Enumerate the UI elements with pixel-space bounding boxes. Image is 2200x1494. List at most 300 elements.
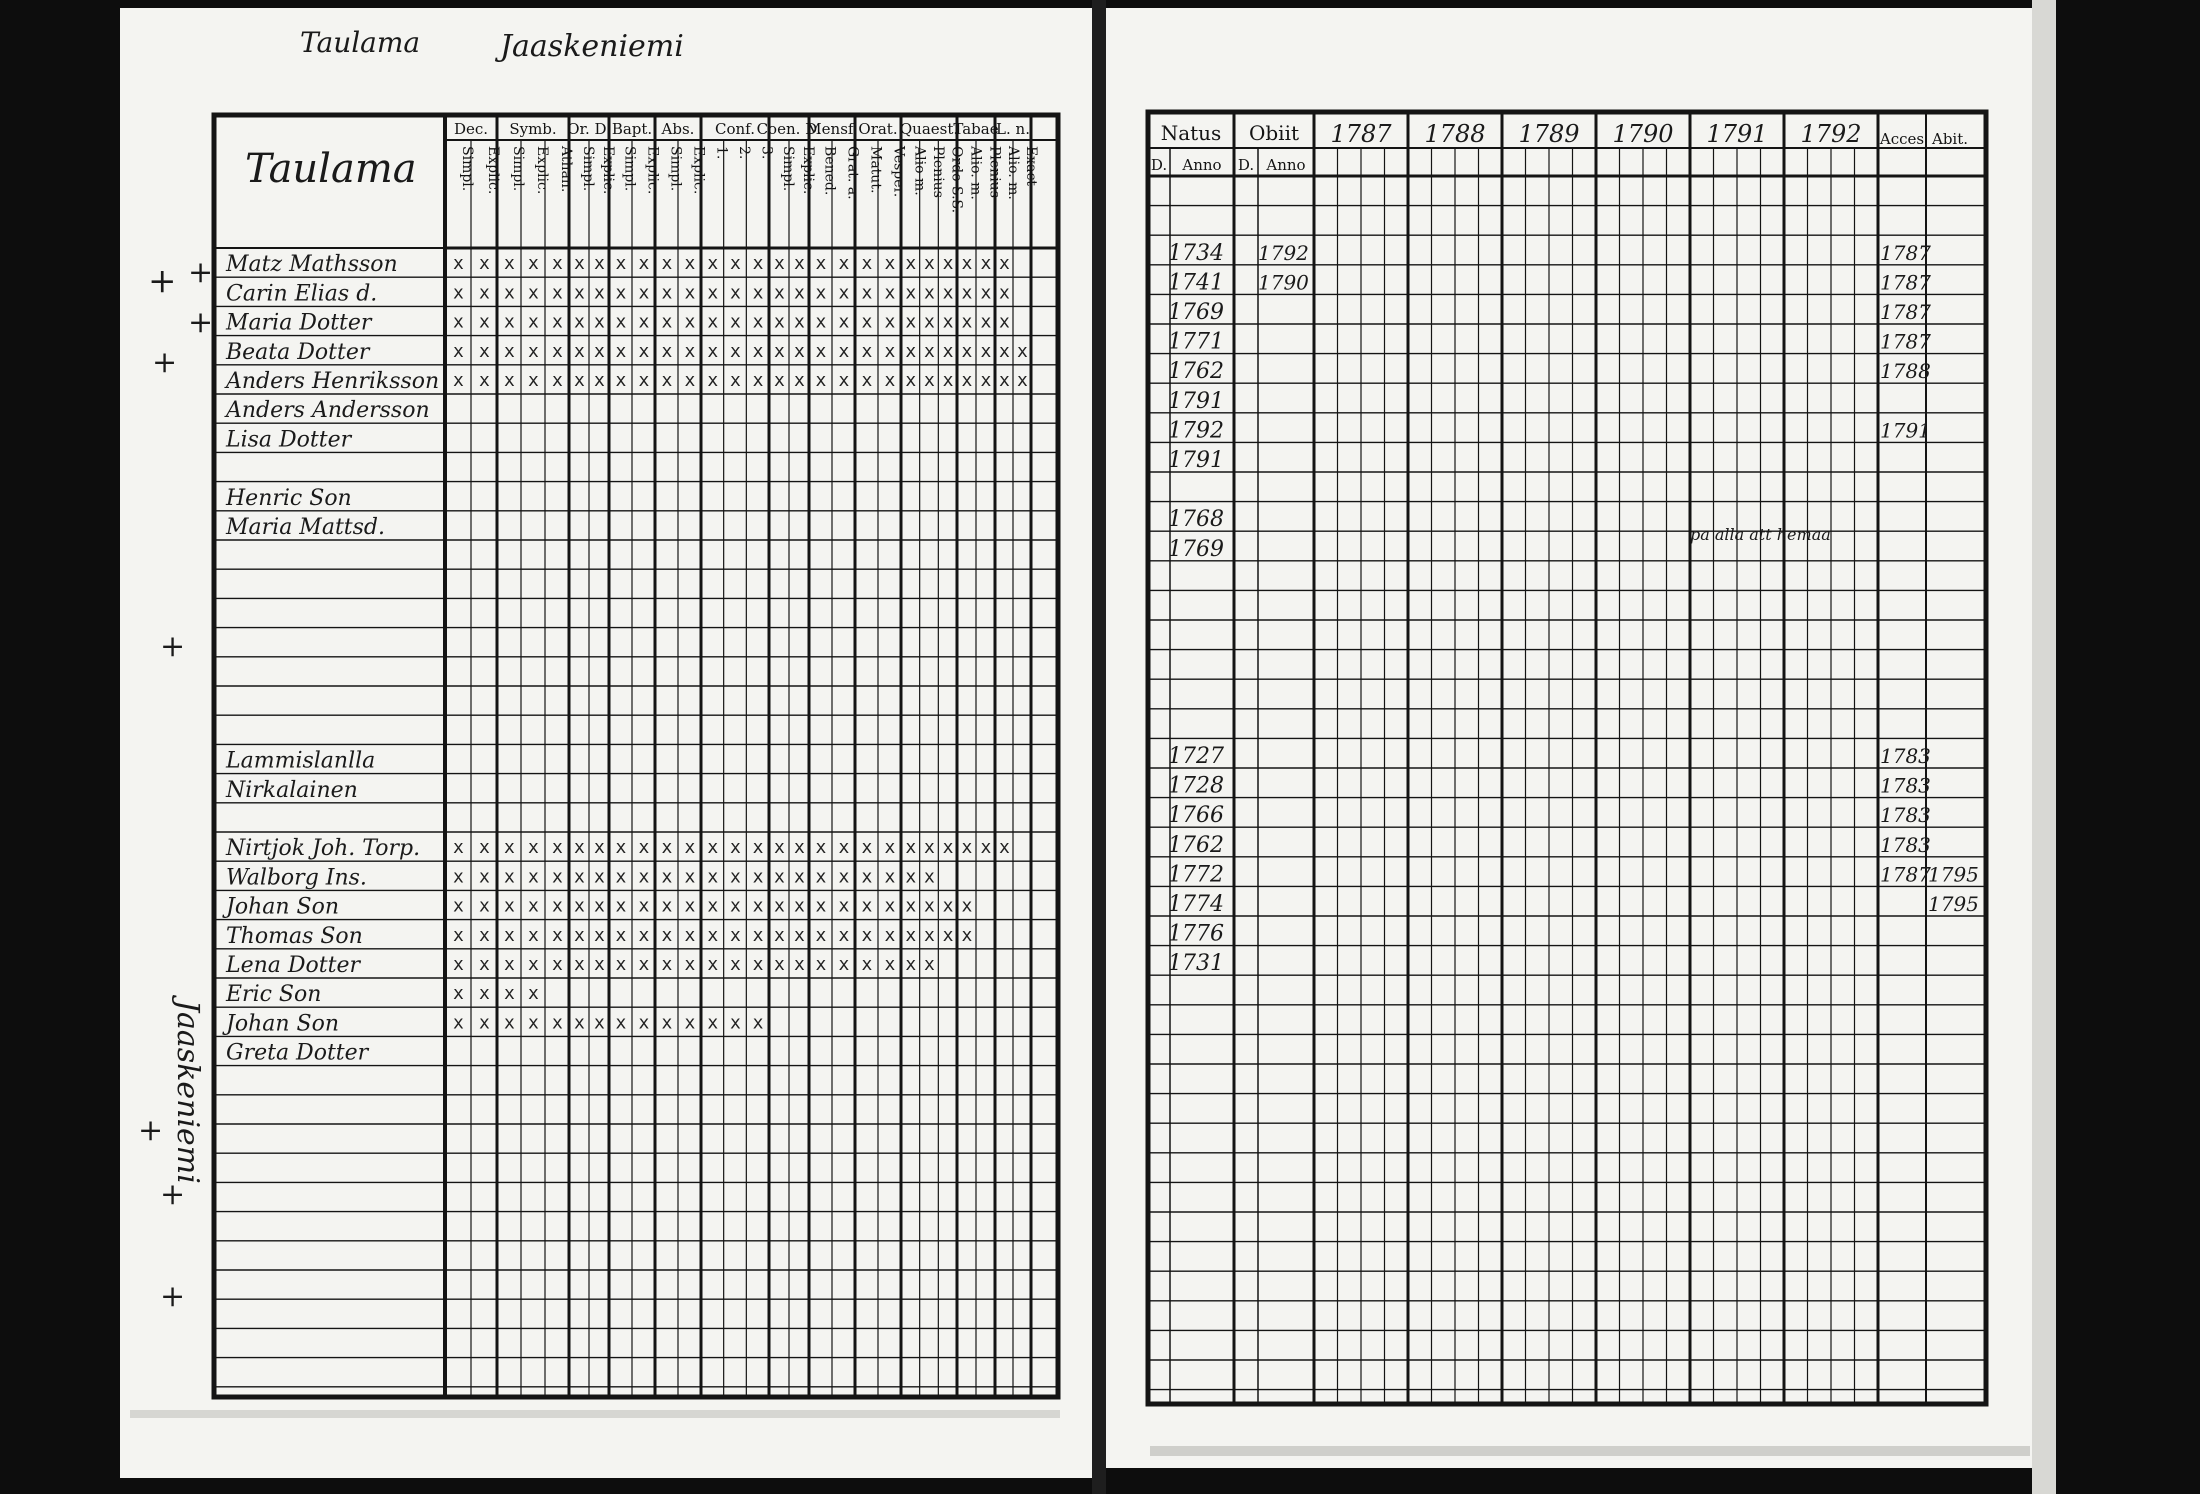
tick-mark: x: [594, 1012, 605, 1034]
tick-mark: x: [815, 866, 827, 888]
tick-mark: x: [453, 282, 464, 304]
left-column-subheader: Matut.: [867, 146, 884, 194]
tick-mark: x: [961, 924, 973, 946]
left-person-name: Thomas Son: [226, 923, 363, 949]
tick-mark: x: [453, 954, 464, 975]
year-column-header: 1788: [1424, 120, 1486, 148]
svg-text:+: +: [160, 1279, 186, 1314]
tick-mark: x: [815, 370, 827, 391]
tick-mark: x: [838, 924, 850, 946]
tick-mark: x: [838, 253, 850, 275]
tick-mark: x: [479, 370, 490, 391]
tick-mark: x: [980, 370, 992, 391]
tick-mark: x: [884, 837, 896, 859]
left-column-subheader: Explic.: [485, 146, 501, 195]
tick-mark: x: [961, 370, 973, 391]
tick-mark: x: [905, 340, 917, 362]
tick-mark: x: [615, 253, 627, 275]
tick-mark: x: [504, 311, 515, 333]
tick-mark: x: [774, 370, 785, 391]
tick-mark: x: [905, 954, 917, 975]
tick-mark: x: [574, 1012, 585, 1034]
tick-mark: x: [861, 253, 873, 275]
birth-year: 1768: [1168, 507, 1224, 533]
birth-year: 1728: [1168, 773, 1224, 799]
tick-mark: x: [638, 340, 650, 362]
tick-mark: x: [924, 837, 935, 859]
death-year: 1792: [1258, 240, 1309, 265]
tick-mark: x: [774, 340, 785, 362]
tick-mark: x: [752, 311, 764, 333]
left-column-subheader: Explic.: [600, 146, 616, 195]
tick-mark: x: [661, 1012, 673, 1034]
left-person-name: Anders Henriksson: [226, 369, 440, 394]
tick-mark: x: [794, 311, 805, 333]
tick-mark: x: [752, 866, 764, 888]
abiit-year: 1795: [1928, 862, 1979, 887]
left-person-name: Maria Mattsd.: [226, 515, 385, 540]
left-person-name: Greta Dotter: [226, 1040, 369, 1066]
tick-mark: x: [924, 282, 935, 304]
tick-mark: x: [961, 340, 973, 362]
tick-mark: x: [574, 340, 585, 362]
tick-mark: x: [684, 954, 696, 975]
tick-mark: x: [838, 895, 850, 917]
tick-mark: x: [453, 924, 464, 946]
tick-mark: x: [752, 340, 764, 362]
tick-mark: x: [730, 866, 741, 888]
tick-mark: x: [504, 282, 515, 304]
tick-mark: x: [453, 837, 464, 859]
tick-mark: x: [794, 895, 805, 917]
tick-mark: x: [594, 866, 605, 888]
accessit-year: 1787: [1880, 329, 1931, 354]
right-subheader: Anno: [1266, 156, 1306, 174]
left-person-name: Henric Son: [226, 485, 352, 511]
tick-mark: x: [794, 924, 805, 946]
birth-year: 1734: [1168, 240, 1224, 266]
left-column-subheader: Alio. m.: [1005, 146, 1021, 200]
tick-mark: x: [684, 866, 696, 888]
tick-mark: x: [924, 895, 935, 917]
accessit-year: 1787: [1880, 862, 1931, 887]
tick-mark: x: [552, 370, 563, 391]
left-person-name: Eric Son: [226, 982, 322, 1008]
birth-year: 1771: [1168, 329, 1224, 355]
accessit-year: 1787: [1880, 300, 1931, 324]
birth-year: 1766: [1168, 803, 1224, 829]
tick-mark: x: [752, 837, 764, 859]
tick-mark: x: [815, 253, 827, 275]
left-village-label: Taulama: [245, 146, 417, 192]
left-column-subheader: Athan.: [558, 146, 574, 193]
abiit-header: Abit.: [1931, 130, 1969, 148]
tick-mark: x: [528, 895, 539, 917]
left-column-subheader: Exact: [1023, 146, 1039, 186]
tick-mark: x: [707, 895, 719, 917]
tick-mark: x: [884, 866, 896, 888]
left-person-name: Anders Andersson: [226, 398, 430, 424]
left-person-name: Johan Son: [226, 894, 339, 920]
tick-mark: x: [707, 1012, 719, 1034]
tick-mark: x: [638, 282, 650, 304]
tick-mark: x: [453, 340, 464, 362]
tick-mark: x: [638, 311, 650, 333]
tick-mark: x: [661, 954, 673, 975]
tick-mark: x: [794, 282, 805, 304]
page-header-village: Taulama: [300, 26, 421, 59]
left-column-subheader: Simpl.: [667, 146, 684, 192]
right-subheader: Anno: [1182, 156, 1222, 174]
tick-mark: x: [924, 370, 935, 391]
right-subheader: D.: [1150, 156, 1168, 174]
left-column-group-header: Orat.: [858, 120, 898, 138]
right-group-header: Natus: [1160, 121, 1222, 145]
tick-mark: x: [504, 954, 515, 975]
tick-mark: x: [528, 370, 539, 391]
tick-mark: x: [884, 340, 896, 362]
year-column-header: 1792: [1800, 120, 1862, 148]
tick-mark: x: [661, 866, 673, 888]
tick-mark: x: [594, 253, 605, 275]
tick-mark: x: [638, 954, 650, 975]
tick-mark: x: [453, 311, 464, 333]
left-margin-note: Jaaskeniemi: [170, 1000, 205, 1184]
tick-mark: x: [752, 253, 764, 275]
left-column-subheader: Alio m.: [911, 146, 928, 196]
tick-mark: x: [453, 370, 464, 391]
tick-mark: x: [774, 253, 785, 275]
tick-mark: x: [774, 282, 785, 304]
tick-mark: x: [638, 370, 650, 391]
left-person-name: Nirkalainen: [226, 777, 358, 803]
tick-mark: x: [594, 311, 605, 333]
tick-mark: x: [905, 253, 917, 275]
tick-mark: x: [942, 924, 954, 946]
tick-mark: x: [638, 253, 650, 275]
birth-year: 1727: [1168, 744, 1224, 769]
tick-mark: x: [905, 370, 917, 391]
accessit-year: 1783: [1880, 773, 1931, 798]
svg-text:+: +: [188, 255, 214, 290]
left-person-name: Maria Dotter: [226, 310, 372, 336]
tick-mark: x: [774, 924, 785, 946]
tick-mark: x: [942, 370, 954, 391]
left-column-subheader: Vesper.: [890, 146, 907, 198]
tick-mark: x: [961, 895, 973, 917]
tick-mark: x: [838, 282, 850, 304]
birth-year: 1769: [1168, 536, 1224, 562]
tick-mark: x: [942, 282, 954, 304]
tick-mark: x: [684, 924, 696, 946]
accessit-year: 1788: [1880, 359, 1931, 384]
tick-mark: x: [815, 282, 827, 304]
tick-mark: x: [752, 924, 764, 946]
svg-text:+: +: [160, 1177, 186, 1212]
left-column-subheader: Grat. a.: [844, 146, 861, 200]
tick-mark: x: [707, 282, 719, 304]
tick-mark: x: [980, 311, 992, 333]
abiit-year: 1795: [1928, 892, 1979, 916]
tick-mark: x: [794, 954, 805, 975]
accessit-header: Acces: [1879, 130, 1925, 148]
tick-mark: x: [730, 895, 741, 917]
tick-mark: x: [552, 311, 563, 333]
tick-mark: x: [774, 954, 785, 975]
left-column-subheader: Simpl.: [580, 146, 596, 192]
svg-text:+: +: [188, 305, 214, 340]
tick-mark: x: [838, 954, 850, 975]
right-subheader: D.: [1237, 156, 1255, 174]
tick-mark: x: [815, 311, 827, 333]
tick-mark: x: [479, 895, 490, 917]
tick-mark: x: [999, 370, 1010, 391]
tick-mark: x: [504, 837, 515, 859]
tick-mark: x: [504, 924, 515, 946]
tick-mark: x: [479, 282, 490, 304]
tick-mark: x: [999, 340, 1010, 362]
tick-mark: x: [905, 895, 917, 917]
tick-mark: x: [961, 253, 973, 275]
tick-mark: x: [552, 837, 563, 859]
tick-mark: x: [999, 311, 1010, 333]
tick-mark: x: [730, 282, 741, 304]
tick-mark: x: [924, 253, 935, 275]
tick-mark: x: [838, 340, 850, 362]
tick-mark: x: [884, 311, 896, 333]
tick-mark: x: [638, 866, 650, 888]
tick-mark: x: [504, 983, 515, 1005]
left-column-group-header: Bapt.: [611, 120, 653, 138]
tick-mark: x: [528, 983, 539, 1005]
tick-mark: x: [615, 370, 627, 391]
svg-text:+: +: [160, 629, 186, 664]
tick-mark: x: [504, 866, 515, 888]
tick-mark: x: [774, 895, 785, 917]
tick-mark: x: [707, 370, 719, 391]
left-column-group-header: L. n.: [996, 120, 1030, 138]
left-column-subheader: Ordo S.S.: [948, 146, 965, 214]
left-column-subheader: Plenius: [986, 146, 1003, 198]
tick-mark: x: [661, 253, 673, 275]
tick-mark: x: [552, 1012, 563, 1034]
tick-mark: x: [707, 954, 719, 975]
tick-mark: x: [794, 837, 805, 859]
accessit-year: 1783: [1880, 744, 1931, 768]
tick-mark: x: [638, 837, 650, 859]
tick-mark: x: [924, 866, 935, 888]
birth-year: 1731: [1168, 951, 1224, 977]
left-column-subheader: Explic.: [534, 146, 550, 195]
tick-mark: x: [684, 895, 696, 917]
tick-mark: x: [707, 311, 719, 333]
tick-mark: x: [479, 837, 490, 859]
tick-mark: x: [504, 1012, 515, 1034]
left-person-name: Johan Son: [226, 1011, 339, 1037]
tick-mark: x: [594, 282, 605, 304]
tick-mark: x: [752, 954, 764, 975]
year-column-header: 1789: [1518, 120, 1580, 148]
svg-text:+: +: [148, 261, 177, 301]
tick-mark: x: [980, 340, 992, 362]
tick-mark: x: [861, 311, 873, 333]
tick-mark: x: [594, 340, 605, 362]
tick-mark: x: [479, 311, 490, 333]
tick-mark: x: [552, 253, 563, 275]
tick-mark: x: [730, 837, 741, 859]
tick-mark: x: [594, 954, 605, 975]
tick-mark: x: [453, 253, 464, 275]
tick-mark: x: [861, 924, 873, 946]
tick-mark: x: [861, 282, 873, 304]
tick-mark: x: [594, 895, 605, 917]
left-column-subheader: 1.: [713, 146, 730, 160]
tick-mark: x: [774, 866, 785, 888]
death-year: 1790: [1258, 270, 1309, 295]
tick-mark: x: [884, 954, 896, 975]
left-person-name: Walborg Ins.: [226, 865, 367, 891]
tick-mark: x: [707, 924, 719, 946]
page-header-parish-note: Jaaskeniemi: [500, 29, 684, 64]
tick-mark: x: [707, 253, 719, 275]
tick-mark: x: [838, 837, 850, 859]
accessit-year: 1783: [1880, 832, 1931, 857]
left-column-group-header: Symb.: [509, 120, 557, 138]
tick-mark: x: [528, 954, 539, 975]
tick-mark: x: [574, 311, 585, 333]
birth-year: 1791: [1168, 388, 1224, 414]
left-column-subheader: Simpl.: [510, 146, 526, 192]
tick-mark: x: [574, 837, 585, 859]
tick-mark: x: [707, 837, 719, 859]
left-person-name: Beata Dotter: [226, 339, 370, 365]
tick-mark: x: [661, 370, 673, 391]
tick-mark: x: [574, 370, 585, 391]
tick-mark: x: [838, 311, 850, 333]
tick-mark: x: [999, 282, 1010, 304]
left-column-group-header: Conf.: [715, 120, 755, 138]
tick-mark: x: [815, 924, 827, 946]
tick-mark: x: [924, 924, 935, 946]
tick-mark: x: [615, 954, 627, 975]
left-column-subheader: Simpl.: [780, 146, 796, 192]
tick-mark: x: [815, 837, 827, 859]
tick-mark: x: [905, 311, 917, 333]
tick-mark: x: [884, 253, 896, 275]
tick-mark: x: [552, 954, 563, 975]
tick-mark: x: [479, 866, 490, 888]
tick-mark: x: [752, 282, 764, 304]
left-column-group-header: Quaest.: [899, 120, 959, 138]
tick-mark: x: [730, 311, 741, 333]
tick-mark: x: [730, 370, 741, 391]
tick-mark: x: [684, 311, 696, 333]
year-column-header: 1787: [1330, 120, 1392, 148]
tick-mark: x: [661, 340, 673, 362]
left-column-group-header: Coen. D.: [756, 120, 822, 138]
birth-year: 1792: [1168, 418, 1224, 444]
tick-mark: x: [999, 837, 1010, 859]
tick-mark: x: [730, 1012, 741, 1034]
accessit-year: 1787: [1880, 270, 1931, 295]
tick-mark: x: [638, 895, 650, 917]
tick-mark: x: [453, 895, 464, 917]
tick-mark: x: [942, 340, 954, 362]
tick-mark: x: [615, 924, 627, 946]
tick-mark: x: [528, 924, 539, 946]
accessit-year: 1791: [1880, 418, 1931, 443]
tick-mark: x: [504, 895, 515, 917]
left-column-group-header: Abs.: [661, 120, 695, 138]
tick-mark: x: [528, 837, 539, 859]
tick-mark: x: [661, 924, 673, 946]
tick-mark: x: [730, 924, 741, 946]
tick-mark: x: [661, 895, 673, 917]
tick-mark: x: [504, 370, 515, 391]
tick-mark: x: [924, 340, 935, 362]
left-column-subheader: 3.: [758, 146, 775, 160]
tick-mark: x: [574, 282, 585, 304]
tick-mark: x: [615, 1012, 627, 1034]
left-column-group-header: Tabae: [953, 120, 999, 138]
tick-mark: x: [661, 311, 673, 333]
tick-mark: x: [615, 837, 627, 859]
tick-mark: x: [552, 282, 563, 304]
accessit-year: 1783: [1880, 803, 1931, 828]
tick-mark: x: [905, 866, 917, 888]
tick-mark: x: [574, 866, 585, 888]
left-column-subheader: Simpl.: [459, 146, 475, 192]
tick-mark: x: [615, 895, 627, 917]
tick-mark: x: [479, 1012, 490, 1034]
left-column-subheader: Simpl.: [621, 146, 638, 192]
left-column-subheader: Explic.: [800, 146, 816, 195]
tick-mark: x: [905, 282, 917, 304]
tick-mark: x: [684, 282, 696, 304]
left-column-group-header: Or. D.: [567, 120, 611, 138]
tick-mark: x: [615, 311, 627, 333]
left-column-subheader: Bened.: [821, 146, 838, 196]
tick-mark: x: [684, 1012, 696, 1034]
year-column-header: 1791: [1706, 120, 1768, 148]
tick-mark: x: [528, 282, 539, 304]
tick-mark: x: [905, 924, 917, 946]
tick-mark: x: [615, 282, 627, 304]
tick-mark: x: [961, 311, 973, 333]
tick-mark: x: [479, 983, 490, 1005]
year-column-header: 1790: [1612, 120, 1674, 148]
tick-mark: x: [552, 866, 563, 888]
tick-mark: x: [707, 866, 719, 888]
birth-year: 1762: [1168, 359, 1224, 385]
tick-mark: x: [730, 340, 741, 362]
tick-mark: x: [861, 866, 873, 888]
tick-mark: x: [815, 895, 827, 917]
tick-mark: x: [861, 340, 873, 362]
tick-mark: x: [905, 837, 917, 859]
tick-mark: x: [528, 311, 539, 333]
tick-mark: x: [574, 924, 585, 946]
tick-mark: x: [684, 837, 696, 859]
tick-mark: x: [594, 837, 605, 859]
tick-mark: x: [661, 282, 673, 304]
svg-text:+: +: [138, 1113, 164, 1148]
tick-mark: x: [961, 282, 973, 304]
tick-mark: x: [528, 340, 539, 362]
tick-mark: x: [815, 340, 827, 362]
left-column-subheader: Alio. m.: [967, 146, 984, 200]
tick-mark: x: [794, 866, 805, 888]
